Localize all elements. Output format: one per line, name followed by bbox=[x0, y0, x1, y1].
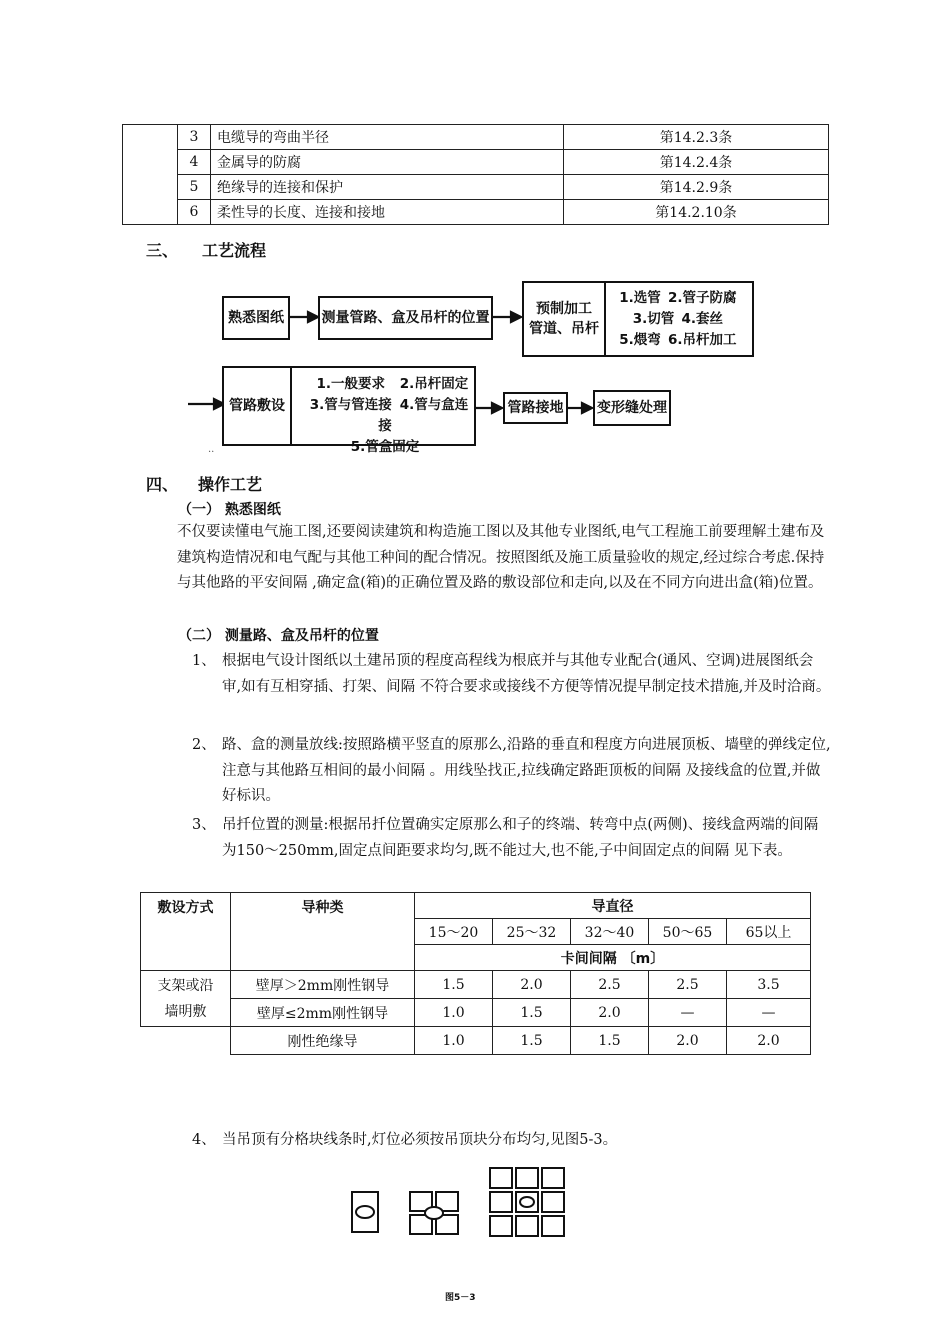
lamp bbox=[425, 1207, 443, 1219]
prefab-steps: 1.选管 2.管子防腐 3.切管 4.套丝 5.煨弯 6.吊杆加工 bbox=[619, 290, 737, 348]
lamp bbox=[520, 1197, 534, 1207]
subsection-heading: （二） 测量路、盒及吊杆的位置 bbox=[178, 628, 379, 644]
panel bbox=[542, 1216, 564, 1236]
panel bbox=[542, 1168, 564, 1188]
figure-caption: 图5－3 bbox=[445, 1293, 476, 1303]
table-row: 6 柔性导的长度、连接和接地 第14.2.10条 bbox=[123, 200, 829, 225]
svg-text:..: .. bbox=[208, 444, 215, 455]
panel bbox=[542, 1192, 564, 1212]
flow-box-drawings: 熟悉图纸 bbox=[222, 296, 290, 340]
table-row: 5 绝缘导的连接和保护 第14.2.9条 bbox=[123, 175, 829, 200]
subsection-heading: （一） 熟悉图纸 bbox=[178, 502, 281, 518]
laying-steps: 1.一般要求 2.吊杆固定 3.管与管连接 4.管与盒连接 5.管盒固定 bbox=[309, 376, 469, 455]
flow-box-laying: 管路敷设 1.一般要求 2.吊杆固定 3.管与管连接 4.管与盒连接 5.管盒固定 bbox=[222, 366, 476, 446]
table-row: 壁厚≤2mm刚性钢导 1.0 1.5 2.0 — — bbox=[141, 999, 811, 1027]
flow-box-measure: 测量管路、盒及吊杆的位置 bbox=[318, 296, 493, 340]
lamp bbox=[356, 1206, 374, 1218]
flow-box-grounding: 管路接地 bbox=[503, 392, 568, 424]
table-row: 4 金属导的防腐 第14.2.4条 bbox=[123, 150, 829, 175]
panel bbox=[516, 1168, 538, 1188]
table-row: 3 电缆导的弯曲半径 第14.2.3条 bbox=[123, 125, 829, 150]
section-heading: 四、 操作工艺 bbox=[146, 475, 263, 494]
flow-box-prefab: 预制加工 管道、吊杆 1.选管 2.管子防腐 3.切管 4.套丝 5.煨弯 6.吊杆加工 bbox=[522, 281, 754, 357]
list-item: 2、 路、盒的测量放线:按照路横平竖直的原那么,沿路的垂直和程度方向进展顶板、墙壁的弹线定位,注意与其他路互相间的最小间隔 。用线坠找正,拉线确定路距顶板的间隔 及接线盒的位置,并做好标识。 bbox=[192, 737, 831, 804]
list-item: 1、 根据电气设计图纸以土建吊顶的程度高程线为根底并与其他专业配合(通风、空调)进展图纸会审,如有互相穿插、打架、间隔 不符合要求或接线不方便等情况提早制定技术措施,并及时洽商。 bbox=[192, 653, 831, 695]
table-row: 刚性绝缘导 1.0 1.5 1.5 2.0 2.0 bbox=[141, 1027, 811, 1055]
spacing-table: 敷设方式 导种类 导直径 15～20 25～32 32～40 50～65 65以上 卡间间隔 〔m〕 支架或沿 墙明敷 壁厚＞2mm刚性钢导 1.5 2.0 2.5 2.5 3.5 壁厚≤2mm刚性钢导 1.0 1.5 2.0 — — 刚性绝缘导 1.0 1.5 1.5 2.0 2.0 bbox=[140, 892, 811, 1055]
section-heading: 三、 工艺流程 bbox=[146, 241, 267, 260]
list-item: 3、 吊扦位置的测量:根据吊扦位置确实定原那么和子的终端、转弯中点(两侧)、接线盒两端的间隔 为150～250mm,固定点间距要求均匀,既不能过大,也不能,子中间固定点的间隔 见下表。 bbox=[192, 817, 819, 859]
ceiling-grid-figure bbox=[340, 1160, 580, 1240]
flow-box-joint: 变形缝处理 bbox=[593, 390, 671, 426]
panel bbox=[490, 1168, 512, 1188]
panel bbox=[490, 1216, 512, 1236]
paragraph: 不仅要读懂电气施工图,还要阅读建筑和构造施工图以及其他专业图纸,电气工程施工前要理解土建布及建筑构造情况和电气配与其他工种间的配合情况。按照图纸及施工质量验收的规定,经过综合考虑.保持与其他路的平安间隔 ,确定盒(箱)的正确位置及路的敷设部位和走向,以及在不同方向进出盒(箱)位置。 bbox=[177, 524, 825, 591]
panel bbox=[516, 1216, 538, 1236]
list-item: 4、 当吊顶有分格块线条时,灯位必须按吊顶块分布均匀,见图5-3。 bbox=[192, 1132, 618, 1148]
table-row: 支架或沿 墙明敷 壁厚＞2mm刚性钢导 1.5 2.0 2.5 2.5 3.5 bbox=[141, 971, 811, 999]
panel bbox=[490, 1192, 512, 1212]
